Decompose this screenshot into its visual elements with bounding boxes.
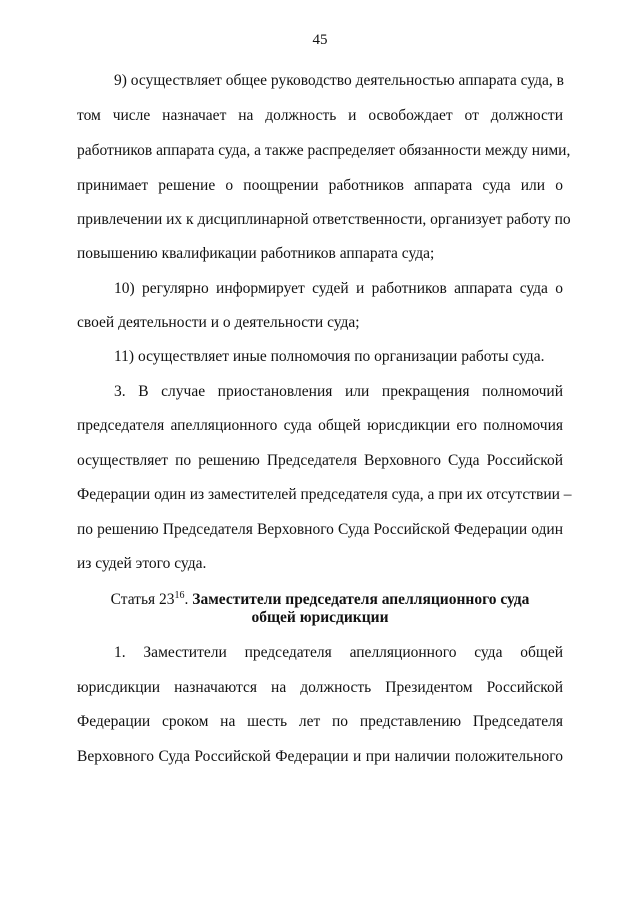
paragraph-line: 9) осуществляет общее руководство деятельностью аппарата суда, в [114,72,564,89]
paragraph-line: Федерации один из заместителей председателя суда, а при их отсутствии – [77,486,572,503]
paragraph-line: из судей этого суда. [77,555,207,572]
article-superscript: 16 [174,590,185,601]
paragraph-line: Федерации сроком на шесть лет по представлению Председателя [77,713,563,730]
paragraph-line: 3. В случае приостановления или прекращения полномочий [114,383,563,400]
paragraph-line: привлечении их к дисциплинарной ответственности, организует работу по [77,211,571,228]
paragraph-line: том числе назначает на должность и освобождает от должности [77,107,563,124]
paragraph-line: 11) осуществляет иные полномочия по организации работы суда. [114,348,545,365]
article-heading [0,590,640,610]
page-number: 45 [312,32,328,48]
paragraph-line: повышению квалификации работников аппарата суда; [77,245,435,262]
paragraph-line: по решению Председателя Верховного Суда Российской Федерации один [77,521,563,538]
paragraph-line: юрисдикции назначаются на должность Президентом Российской [77,679,563,696]
paragraph-line: председателя апелляционного суда общей юрисдикции его полномочия [77,417,563,434]
article-prefix: Статья 23 [110,591,175,608]
article-title-line1: Заместители председателя апелляционного суда [192,591,530,608]
article-dot: . [184,591,189,608]
article-title-line2: общей юрисдикции [251,609,389,626]
paragraph-line: осуществляет по решению Председателя Верховного Суда Российской [77,452,563,469]
paragraph-line: 1. Заместители председателя апелляционного суда общей [114,644,563,661]
paragraph-line: принимает решение о поощрении работников аппарата суда или о [77,177,563,194]
paragraph-line: своей деятельности и о деятельности суда; [77,314,360,331]
paragraph-line: Верховного Суда Российской Федерации и при наличии положительного [77,748,563,765]
paragraph-line: работников аппарата суда, а также распределяет обязанности между ними, [77,142,571,159]
paragraph-line: 10) регулярно информирует судей и работников аппарата суда о [114,280,563,297]
article-heading-line2 [0,608,640,628]
